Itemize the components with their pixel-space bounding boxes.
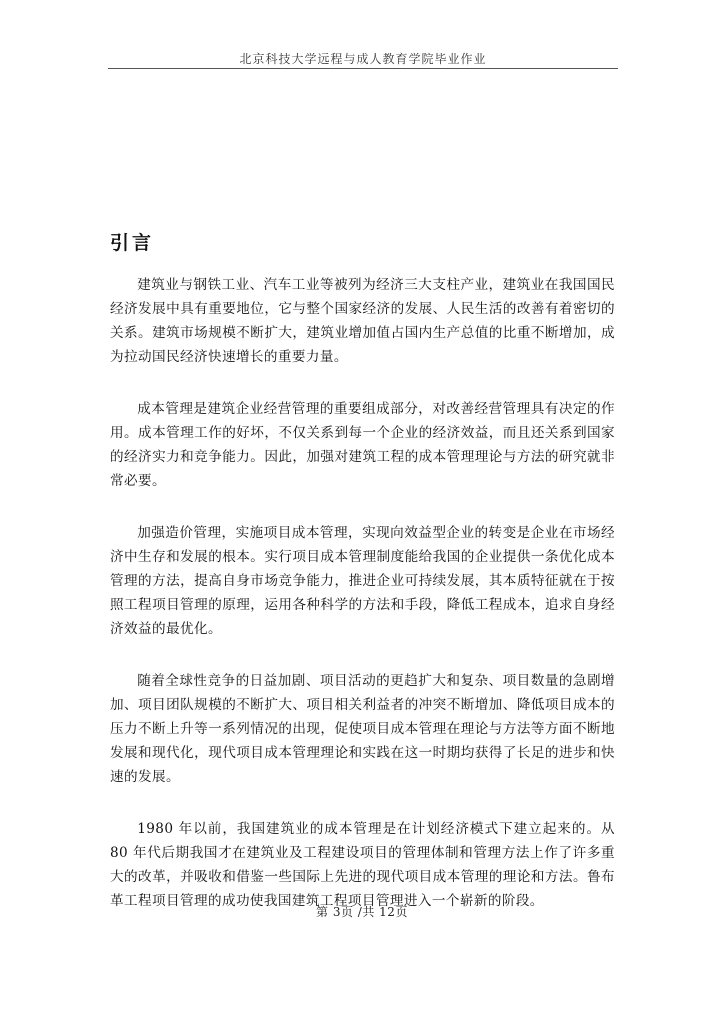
paragraph-4: 随着全球性竞争的日益加剧、项目活动的更趋扩大和复杂、项目数量的急剧增加、项目团队规模的不断扩大、项目相关利益者的冲突不断增加、降低项目成本的压力不断上升等一系列情况的出现，促使项目成本管理在理论与方法等方面不断地发展和现代化，现代项目成本管理理论和实践在这一时期均获得了长足的进步和快速的发展。 <box>110 673 615 785</box>
body-text <box>110 273 615 941</box>
page-header: 北京科技大学远程与成人教育学院毕业作业 <box>239 52 487 66</box>
paragraph-1: 建筑业与钢铁工业、汽车工业等被列为经济三大支柱产业，建筑业在我国国民经济发展中具有重要地位，它与整个国家经济的发展、人民生活的改善有着密切的关系。建筑市场规模不断扩大，建筑业增加值占国内生产总值的比重不断增加，成为拉动国民经济快速增长的重要力量。 <box>110 277 615 365</box>
section-title: 引言 <box>110 232 155 254</box>
paragraph-3: 加强造价管理，实施项目成本管理，实现向效益型企业的转变是企业在市场经济中生存和发展的根本。实行项目成本管理制度能给我国的企业提供一条优化成本管理的方法，提高自身市场竞争能力，推进企业可持续发展，其本质特征就在于按照工程项目管理的原理，运用各种科学的方法和手段，降低工程成本，追求自身经济效益的最优化。 <box>110 525 615 637</box>
page-number-footer: 第 3页 /共 12页 <box>316 905 408 919</box>
header-divider <box>108 68 618 69</box>
paragraph-2: 成本管理是建筑企业经营管理的重要组成部分，对改善经营管理具有决定的作用。成本管理工作的好坏，不仅关系到每一个企业的经济效益，而且还关系到国家的经济实力和竞争能力。因此，加强对建筑工程的成本管理理论与方法的研究就非常必要。 <box>110 401 615 489</box>
paragraph-5: 1980 年以前，我国建筑业的成本管理是在计划经济模式下建立起来的。从 80 年代后期我国才在建筑业及工程建设项目的管理体制和管理方法上作了许多重大的改革，并吸收和借鉴一些国际上先进的现代项目成本管理的理论和方法。鲁布革工程项目管理的成功使我国建筑工程项目管理进入一个崭新的阶段。 <box>110 821 615 909</box>
